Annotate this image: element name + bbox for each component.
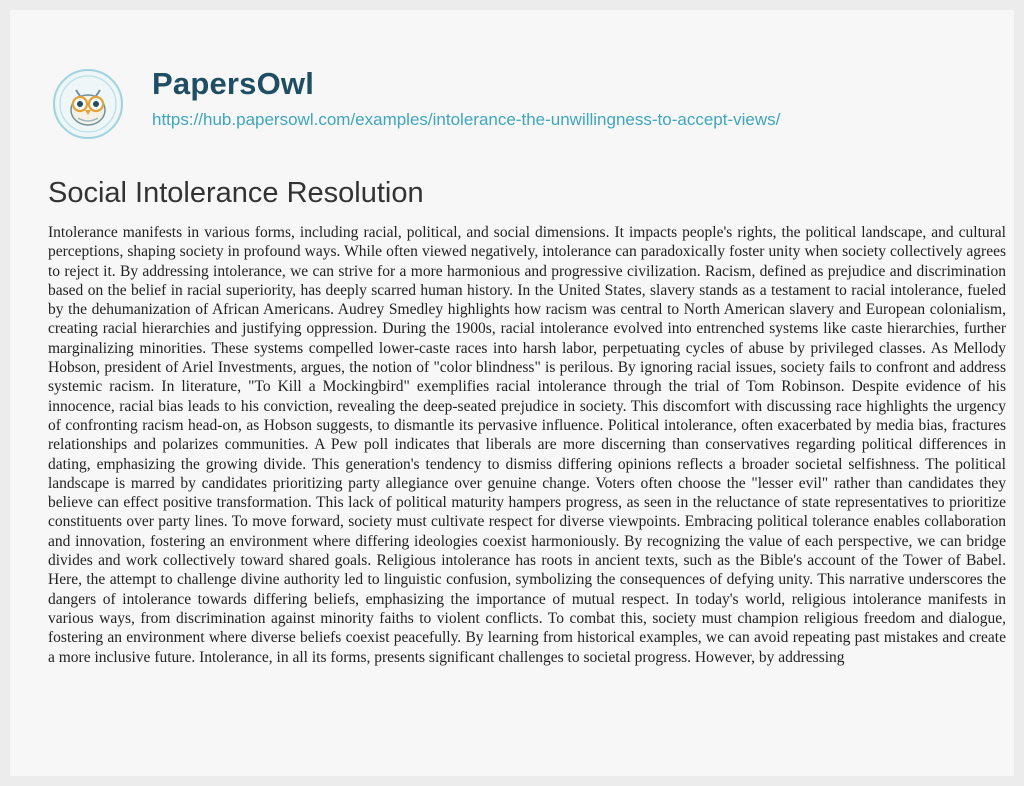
article-title: Social Intolerance Resolution — [48, 177, 424, 209]
article-body: Intolerance manifests in various forms, including racial, political, and social dimensions. It impacts people's rights, the political landscape, and cultural perceptions, shaping society in profound ways. While often viewed negatively, intolerance can paradoxically foster unity when society collectively agrees to reject it. By addressing intolerance, we can strive for a more harmonious and progressive civilization. Racism, defined as prejudice and discrimination based on the belief in racial superiority, has deeply scarred human history. In the United States, slavery stands as a testament to racial intolerance, fueled by the dehumanization of African Americans. Audrey Smedley highlights how racism was central to North American slavery and European colonialism, creating racial hierarchies and justifying oppression. During the 1900s, racial intolerance evolved into entrenched systems like caste hierarchies, further marginalizing minorities. These systems compelled lower-caste races into harsh labor, perpetuating cycles of abuse by privileged classes. As Mellody Hobson, president of Ariel Investments, argues, the notion of "color blindness" is perilous. By ignoring racial issues, society fails to confront and address systemic racism. In literature, "To Kill a Mockingbird" exemplifies racial intolerance through the trial of Tom Robinson. Despite evidence of his innocence, racial bias leads to his conviction, revealing the deep-seated prejudice in society. This discomfort with discussing race highlights the urgency of confronting racism head-on, as Hobson suggests, to dismantle its pervasive influence. Political intolerance, often exacerbated by media bias, fractures relationships and polarizes communities. A Pew poll indicates that liberals are more discerning than conservatives regarding political differences in dating, emphasizing the growing divide. This generation's tendency to dismiss differing opinions reflects a broader societal selfishness. The political landscape is marred by candidates prioritizing party allegiance over genuine change. Voters often choose the "lesser evil" rather than candidates they believe can effect positive transformation. This lack of political maturity hampers progress, as seen in the reluctance of state representatives to prioritize constituents over party lines. To move forward, society must cultivate respect for diverse viewpoints. Embracing political tolerance enables collaboration and innovation, fostering an environment where differing ideologies coexist harmoniously. By recognizing the value of each perspective, we can bridge divides and work collectively toward shared goals. Religious intolerance has roots in ancient texts, such as the Bible's account of the Tower of Babel. Here, the attempt to challenge divine authority led to linguistic confusion, symbolizing the consequences of defying unity. This narrative underscores the dangers of intolerance towards differing beliefs, emphasizing the importance of mutual respect. In today's world, religious intolerance manifests in various ways, from discrimination against minority faiths to violent conflicts. To combat this, society must champion religious freedom and dialogue, fostering an environment where diverse beliefs coexist peacefully. By learning from historical examples, we can avoid repeating past mistakes and create a more inclusive future. Intolerance, in all its forms, presents significant challenges to societal progress. However, by addressing — [48, 224, 1006, 666]
site-header — [10, 10, 1014, 160]
source-url-link[interactable]: https://hub.papersowl.com/examples/intolerance-the-unwillingness-to-accept-views/ — [152, 110, 781, 129]
document-page — [10, 10, 1014, 776]
owl-logo-icon — [52, 68, 124, 140]
brand-name: PapersOwl — [152, 66, 315, 101]
